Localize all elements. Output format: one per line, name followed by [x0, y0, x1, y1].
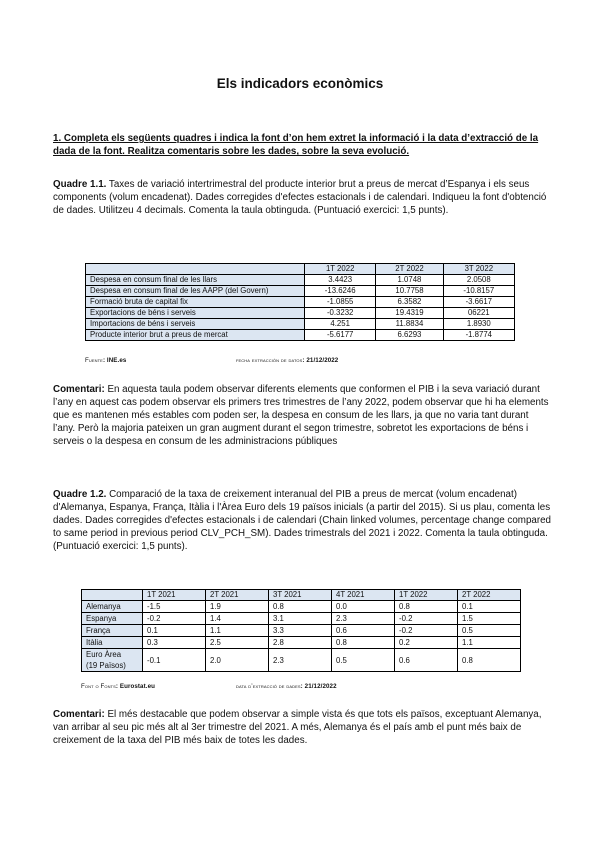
- header-col: 1T 2022: [395, 590, 458, 601]
- table-row: [86, 275, 515, 286]
- table1-extraction-date: fecha extracción de datos: 21/12/2022: [236, 357, 339, 364]
- table-cell: 6.6293: [376, 330, 443, 341]
- table-cell: 2.0508: [443, 275, 514, 286]
- row-label: Importacions de béns i serveis: [86, 319, 305, 330]
- table-cell: 06221: [443, 308, 514, 319]
- exercise-instruction: 1. Completa els següents quadres i indica la font d’on hem extret la informació i la data d’extracció de la dada de la font. Realitza comentaris sobre les dades, sobre la seva evolució.: [53, 133, 539, 158]
- table-row: [82, 613, 521, 625]
- table-header-row: [86, 264, 515, 275]
- table1-source: Fuente: INE.es: [85, 357, 127, 364]
- table-cell: 1.5: [458, 613, 521, 625]
- table-cell: -0.2: [395, 613, 458, 625]
- table-cell: 2.3: [332, 613, 395, 625]
- table-cell: 10.7758: [376, 286, 443, 297]
- table-cell: -0.2: [143, 613, 206, 625]
- row-label: Euro Àrea (19 Països): [82, 649, 143, 672]
- quadre-1-1-label: Quadre 1.1.: [53, 179, 107, 190]
- quadre-1-2-label: Quadre 1.2.: [53, 489, 107, 500]
- table-row: [82, 649, 521, 672]
- header-blank: [82, 590, 143, 601]
- table-cell: 19.4319: [376, 308, 443, 319]
- table-cell: 11.8834: [376, 319, 443, 330]
- table-cell: 2.8: [269, 637, 332, 649]
- table2-extraction-date: data d’extracció de dades: 21/12/2022: [236, 683, 337, 690]
- table-row: [82, 637, 521, 649]
- comment-1-text: En aquesta taula podem observar diferents elements que conformen el PIB i la seva variació durant l’any en aquest cas podem observar els primers tres trimestres de l’any 2022, podem observar que hi ha elements que es mantenen més estables com poden ser, la despesa en consum de les llars, ja que no varia tant durant l’any. Però la majoria pateixen un gran augment durant el segon trimestre, sobretot les exportacions de béns i serveis o la despesa en consum de les administracions públiques: [53, 384, 549, 448]
- table-cell: -1.8774: [443, 330, 514, 341]
- table-cell: 4.251: [305, 319, 376, 330]
- table-cell: 2.5: [206, 637, 269, 649]
- row-label: Producte interior brut a preus de mercat: [86, 330, 305, 341]
- table2-source: Font o Fonts: Eurostat.eu: [81, 683, 155, 690]
- table-body: [82, 601, 521, 672]
- table-body: [86, 275, 515, 341]
- row-label: Espanya: [82, 613, 143, 625]
- table-cell: 0.6: [395, 649, 458, 672]
- table-cell: 2.3: [269, 649, 332, 672]
- page-title: Els indicadors econòmics: [216, 76, 384, 91]
- table-row: [86, 297, 515, 308]
- row-label: Alemanya: [82, 601, 143, 613]
- table-cell: -5.6177: [305, 330, 376, 341]
- header-col: 2T 2021: [206, 590, 269, 601]
- table-cell: -0.1: [143, 649, 206, 672]
- table-cell: 2.0: [206, 649, 269, 672]
- table-cell: 0.0: [332, 601, 395, 613]
- table-cell: 0.8: [458, 649, 521, 672]
- header-col: 1T 2022: [305, 264, 376, 275]
- quadre-1-1-text: Taxes de variació intertrimestral del producte interior brut a preus de mercat d’Espanya i els seus components (volum encadenat). Dades corregides d'efectes estacionals i de calendari. Indiqueu la font d'obtenció de dades. Utilitzeu 4 decimals. Comenta la taula obtinguda. (Puntuació exercici: 1,5 punts).: [53, 179, 547, 217]
- table-cell: 0.2: [395, 637, 458, 649]
- comment-1: [53, 383, 553, 448]
- header-col: 4T 2021: [332, 590, 395, 601]
- table-cell: 0.5: [458, 625, 521, 637]
- table-cell: 0.3: [143, 637, 206, 649]
- table-header-row: [82, 590, 521, 601]
- header-col: 2T 2022: [376, 264, 443, 275]
- table-row: [82, 625, 521, 637]
- table-cell: 3.1: [269, 613, 332, 625]
- table-cell: 1.9: [206, 601, 269, 613]
- table-cell: -1.5: [143, 601, 206, 613]
- row-label: Despesa en consum final de les llars: [86, 275, 305, 286]
- row-label: França: [82, 625, 143, 637]
- table-cell: 3.4423: [305, 275, 376, 286]
- table-cell: -0.3232: [305, 308, 376, 319]
- header-col: 2T 2022: [458, 590, 521, 601]
- table-cell: -3.6617: [443, 297, 514, 308]
- table-row: [86, 330, 515, 341]
- table-cell: -10.8157: [443, 286, 514, 297]
- table-cell: 1.4: [206, 613, 269, 625]
- table-cell: 0.1: [458, 601, 521, 613]
- table-gdp-growth-countries: [81, 589, 521, 672]
- row-label: Exportacions de béns i serveis: [86, 308, 305, 319]
- table-gdp-components: [85, 263, 515, 341]
- row-label: Formació bruta de capital fix: [86, 297, 305, 308]
- table-cell: 1.1: [206, 625, 269, 637]
- quadre-1-2-description: [53, 488, 553, 553]
- table-cell: 1.8930: [443, 319, 514, 330]
- table-cell: -0.2: [395, 625, 458, 637]
- row-label: Despesa en consum final de les AAPP (del Govern): [86, 286, 305, 297]
- table-row: [86, 319, 515, 330]
- header-col: 3T 2021: [269, 590, 332, 601]
- comment-2-label: Comentari:: [53, 709, 105, 720]
- table-row: [86, 286, 515, 297]
- comment-2-text: El més destacable que podem observar a simple vista és que tots els països, exceptuant Alemanya, van arribar al seu pic més alt al 3er trimestre del 2021. A més, Alemanya és el país amb el punt més baix de creixement de la taxa del PIB més baix de totes les dades.: [53, 709, 542, 747]
- table-cell: 1.0748: [376, 275, 443, 286]
- comment-1-label: Comentari:: [53, 384, 105, 395]
- table-cell: 6.3582: [376, 297, 443, 308]
- table-cell: -1.0855: [305, 297, 376, 308]
- table-cell: 0.8: [332, 637, 395, 649]
- table-cell: 3.3: [269, 625, 332, 637]
- table-cell: 0.1: [143, 625, 206, 637]
- table-cell: 0.8: [269, 601, 332, 613]
- header-col: 3T 2022: [443, 264, 514, 275]
- table-cell: 0.6: [332, 625, 395, 637]
- table-cell: -13.6246: [305, 286, 376, 297]
- table-row: [82, 601, 521, 613]
- header-col: 1T 2021: [143, 590, 206, 601]
- table-cell: 0.5: [332, 649, 395, 672]
- table-cell: 1.1: [458, 637, 521, 649]
- quadre-1-2-text: Comparació de la taxa de creixement interanual del PIB a preus de mercat (volum encadenat) d'Alemanya, Espanya, França, Itàlia i l'Àrea Euro dels 19 països inicials (a partir del 2015). Si us plau, comenta les dades. Dades corregides d'efectes estacionals i de calendari (Chain linked volumes, percentage change compared to same period in previous period CLV_PCH_SM). Dades trimestrals del 2021 i 2022. Comenta la taula obtinguda. (Puntuació exercici: 1,5 punts).: [53, 489, 551, 553]
- header-blank: [86, 264, 305, 275]
- comment-2: [53, 708, 553, 747]
- table-row: [86, 308, 515, 319]
- row-label: Itàlia: [82, 637, 143, 649]
- quadre-1-1-description: [53, 178, 553, 217]
- table-cell: 0.8: [395, 601, 458, 613]
